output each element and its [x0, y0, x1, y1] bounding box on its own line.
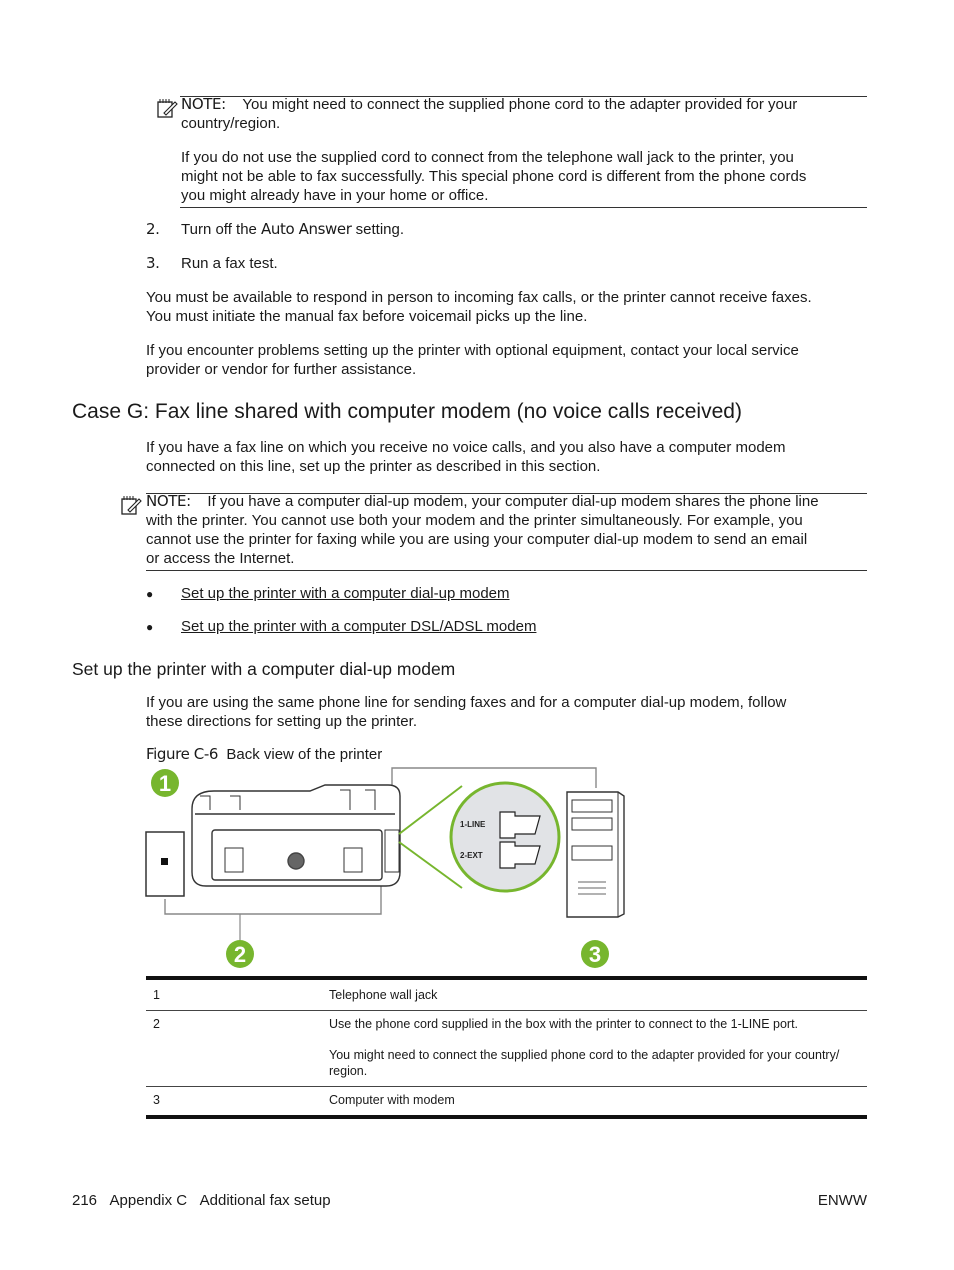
paragraph-line: If you have a fax line on which you receive no voice calls, and you also have a computer modem — [146, 439, 786, 456]
bullet-icon: ● — [146, 587, 154, 601]
note-paragraph-line: If you do not use the supplied cord to connect from the telephone wall jack to the printer, you — [181, 149, 794, 166]
note-label: NOTE: — [181, 95, 226, 113]
note-bottom-rule — [180, 207, 867, 208]
port-label-ext: 2-EXT — [460, 851, 483, 860]
page-number: 216 — [72, 1192, 98, 1209]
link-dialup-modem[interactable]: Set up the printer with a computer dial-up modem — [181, 585, 510, 602]
heading-dialup: Set up the printer with a computer dial-up modem — [72, 659, 456, 679]
table-bottom-rule — [146, 1115, 867, 1119]
figure-caption — [146, 745, 382, 764]
table-top-rule — [146, 976, 867, 980]
footer-appendix: Appendix C — [109, 1192, 188, 1209]
port-label-line: 1-LINE — [460, 820, 486, 829]
paragraph-dialup — [146, 693, 786, 731]
table-cell-number: 1 — [153, 988, 160, 1002]
figure-caption-text: Back view of the printer — [226, 746, 383, 763]
note-text: If you have a computer dial-up modem, your computer dial-up modem shares the phone line — [207, 493, 819, 510]
paragraph-encounter — [146, 341, 799, 379]
heading-case-g: Case G: Fax line shared with computer modem (no voice calls received) — [72, 400, 742, 423]
paragraph-line: You must be available to respond in person to incoming fax calls, or the printer cannot receive faxes. — [146, 289, 812, 306]
callout-number: 2 — [233, 942, 247, 967]
note-line-2: country/region. — [181, 115, 281, 132]
table-cell-number: 2 — [153, 1017, 160, 1031]
paragraph-line: You must initiate the manual fax before voicemail picks up the line. — [146, 308, 588, 325]
table-row-divider — [146, 1010, 867, 1011]
callout-1 — [151, 769, 179, 797]
step-number: 3. — [146, 254, 160, 272]
note-icon — [120, 494, 142, 516]
note-paragraph — [146, 511, 807, 568]
note-line-1 — [181, 95, 797, 114]
table-cell-description: Computer with modem — [329, 1093, 455, 1107]
table-cell-description: Use the phone cord supplied in the box with the printer to connect to the 1-LINE port. — [329, 1017, 799, 1031]
table-row-divider — [146, 1086, 867, 1087]
step-text: Run a fax test. — [181, 255, 278, 272]
step-text-before: Turn off the — [181, 221, 262, 238]
note-paragraph-line: cannot use the printer for faxing while you are using your computer dial-up modem to send an email — [146, 531, 808, 548]
note-bottom-rule — [146, 570, 867, 571]
note-paragraph-line: or access the Internet. — [146, 550, 295, 567]
paragraph-case-g — [146, 438, 786, 476]
callout-number: 3 — [588, 942, 602, 967]
figure-label: Figure C-6 — [146, 745, 218, 763]
step-text — [181, 220, 404, 239]
link-dsl-modem[interactable]: Set up the printer with a computer DSL/ADSL modem — [181, 618, 537, 635]
note-text: You might need to connect the supplied phone cord to the adapter provided for your — [242, 96, 798, 113]
bullet-icon: ● — [146, 620, 154, 634]
note-icon — [156, 97, 178, 119]
printer-icon — [192, 785, 400, 886]
step-text-after: setting. — [351, 221, 405, 238]
computer-tower-icon — [567, 792, 624, 917]
table-cell-description: You might need to connect the supplied phone cord to the adapter provided for your country/ — [329, 1048, 840, 1062]
wall-jack-icon — [146, 832, 184, 896]
paragraph-line: If you are using the same phone line for sending faxes and for a computer dial-up modem, follow — [146, 694, 787, 711]
page-footer-left — [72, 1191, 331, 1210]
page-footer-right: ENWW — [817, 1192, 867, 1209]
note-line-1 — [146, 492, 819, 511]
note-paragraph-line: with the printer. You cannot use both your modem and the printer simultaneously. For example, you — [146, 512, 803, 529]
paragraph-line: connected on this line, set up the printer as described in this section. — [146, 458, 601, 475]
step-number: 2. — [146, 220, 160, 238]
callout-3 — [581, 940, 609, 968]
note-label: NOTE: — [146, 492, 191, 510]
paragraph-line: provider or vendor for further assistance. — [146, 361, 417, 378]
note-paragraph-line: you might already have in your home or office. — [181, 187, 489, 204]
note-paragraph-line: might not be able to fax successfully. This special phone cord is different from the phone cords — [181, 168, 807, 185]
paragraph-line: these directions for setting up the printer. — [146, 713, 417, 730]
callout-2 — [226, 940, 254, 968]
printer-back-view-figure — [140, 764, 640, 974]
table-cell-number: 3 — [153, 1093, 160, 1107]
table-cell-description: Telephone wall jack — [329, 988, 438, 1002]
paragraph-line: If you encounter problems setting up the printer with optional equipment, contact your local service — [146, 342, 799, 359]
footer-section-title: Additional fax setup — [199, 1192, 331, 1209]
auto-answer-setting: Auto Answer — [261, 220, 352, 238]
port-magnifier — [399, 783, 559, 891]
callout-number: 1 — [158, 771, 172, 796]
paragraph-available — [146, 288, 812, 326]
note-paragraph — [181, 148, 806, 205]
table-cell-description: region. — [329, 1064, 368, 1078]
